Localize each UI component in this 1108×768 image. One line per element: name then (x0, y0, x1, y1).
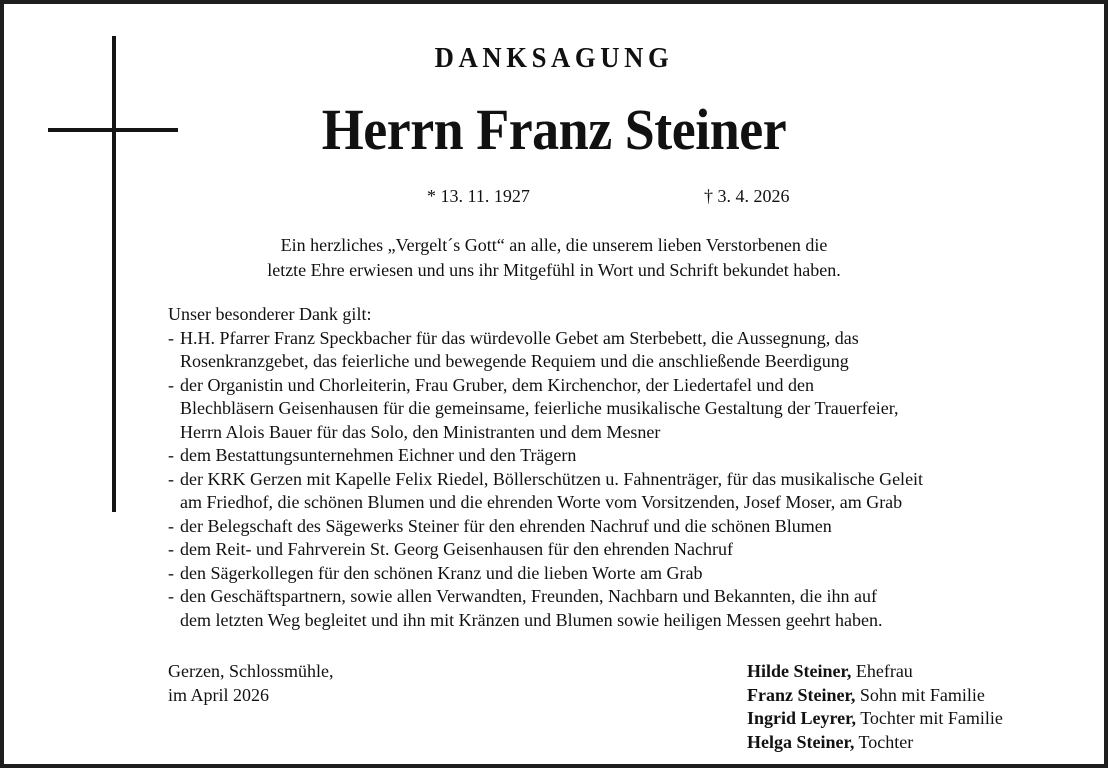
signatory: Franz Steiner, Sohn mit Familie (747, 684, 985, 705)
intro-line: letzte Ehre erwiesen und uns ihr Mitgefühl in Wort und Schrift bekundet haben. (267, 260, 841, 280)
bullet-dash: - (168, 586, 174, 606)
thanks-item: - den Sägerkollegen für den schönen Kranz und die lieben Worte am Grab (168, 562, 923, 586)
obituary-notice (4, 4, 1104, 764)
signatories (747, 660, 1003, 754)
bullet-dash: - (168, 445, 174, 465)
bullet-dash: - (168, 515, 174, 536)
deceased-name: Herrn Franz Steiner (321, 97, 787, 162)
thanks-item: - dem Bestattungsunternehmen Eichner und den Trägern (168, 444, 923, 468)
bullet-dash: - (168, 374, 174, 395)
signatory: Helga Steiner, Tochter (747, 731, 914, 752)
intro-line: Ein herzliches „Vergelt´s Gott“ an alle, die unserem lieben Verstorbenen die (280, 235, 828, 255)
signatory: Ingrid Leyrer, Tochter mit Familie (747, 708, 1003, 728)
bullet-dash: - (168, 327, 174, 348)
thanks-item: - der Belegschaft des Sägewerks Steiner für den ehrenden Nachruf und die schönen Blumen (168, 515, 923, 539)
thanks-item: - der KRK Gerzen mit Kapelle Felix Riedel, Böllerschützen u. Fahnenträger, für das musikalische Geleit am Friedhof, die schönen Blumen und die ehrenden Worte vom Vorsitzenden, Josef Moser, am Grab (168, 468, 924, 512)
death-date: † 3. 4. 2026 (704, 186, 790, 206)
thanks-item: - H.H. Pfarrer Franz Speckbacher für das würdevolle Gebet am Sterbebett, die Aussegnung, das Rosenkranzgebet, das feierliche und bewegende Requiem und die anschließende Beerdigung (168, 327, 859, 371)
place-and-date: Gerzen, Schlossmühle, im April 2026 (168, 661, 334, 705)
bullet-dash: - (168, 539, 174, 559)
thanks-item: - der Organistin und Chorleiterin, Frau Gruber, dem Kirchenchor, der Liedertafel und den Blechbläsern Geisenhausen für die gemeinsame, feierliche musikalische Gestaltung der Trauerfeier, Herrn Alois Bauer für das Solo, den Ministranten und dem Mesner (168, 374, 899, 442)
signatory: Hilde Steiner, Ehefrau (747, 661, 913, 681)
birth-date: * 13. 11. 1927 (427, 186, 530, 206)
notice-kicker: DANKSAGUNG (434, 42, 674, 74)
thanks-item: - dem Reit- und Fahrverein St. Georg Geisenhausen für den ehrenden Nachruf (168, 538, 923, 562)
thanks-item: - den Geschäftspartnern, sowie allen Verwandten, Freunden, Nachbarn und Bekannten, die ihn auf dem letzten Weg begleitet und ihn mit Kränzen und Blumen sowie heiligen Messen geehrt haben. (168, 586, 883, 630)
thanks-heading: Unser besonderer Dank gilt: (168, 304, 372, 324)
bullet-dash: - (168, 562, 174, 583)
thanks-list (168, 303, 923, 632)
bullet-dash: - (168, 468, 174, 489)
intro-text (4, 233, 1104, 283)
